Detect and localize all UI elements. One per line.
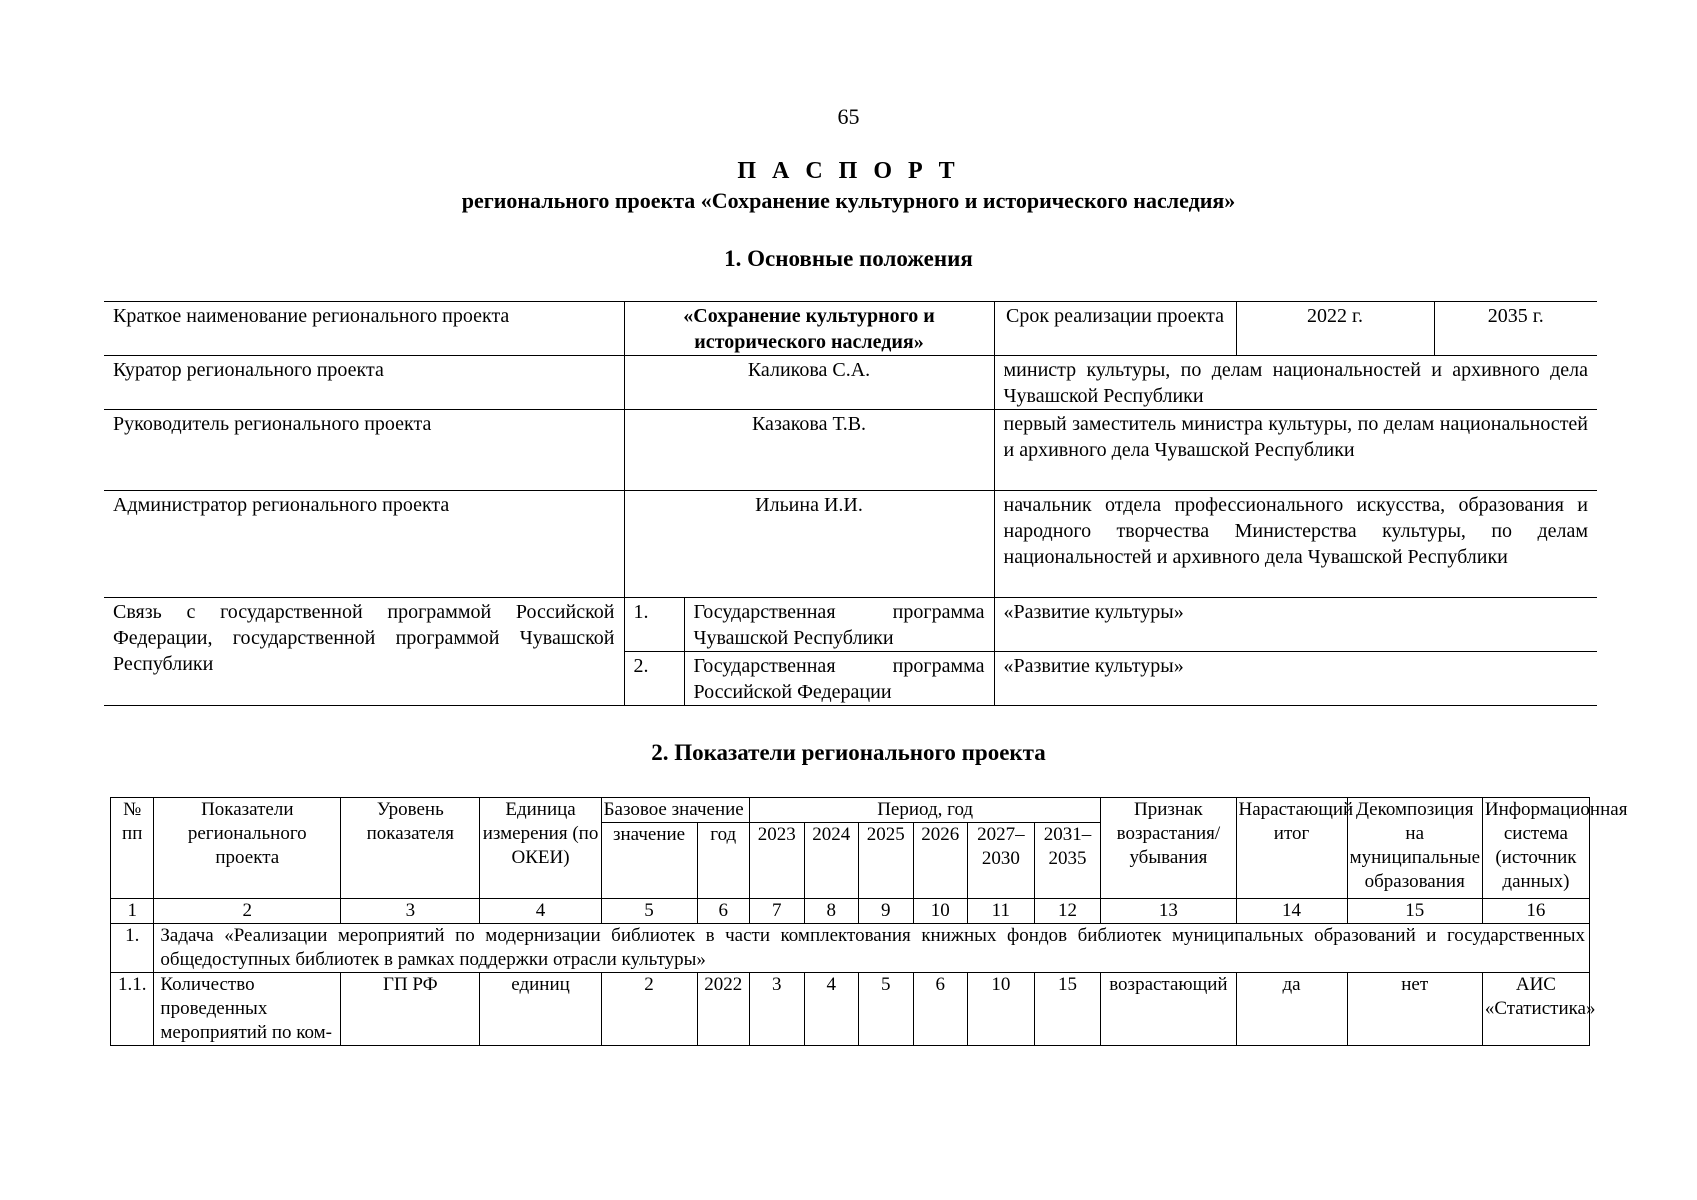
row-indicator: Количество проведенных мероприятий по ком-	[154, 973, 341, 1046]
header-year: 2025	[859, 823, 914, 899]
header-indicator: Показатели регионального проекта	[154, 798, 341, 899]
row-value: 6	[913, 973, 968, 1046]
row-value: 10	[968, 973, 1035, 1046]
header-row-1	[111, 798, 1590, 823]
admin-name: Ильина И.И.	[624, 491, 994, 598]
document-subtitle: регионального проекта «Сохранение культурного и исторического наследия»	[461, 188, 1236, 213]
header-info-system: Информационная система (источник данных)	[1482, 798, 1589, 899]
column-number: 12	[1034, 899, 1101, 924]
header-year: 2031–2035	[1034, 823, 1101, 899]
header-decomposition: Декомпозиция на муниципальные образования	[1347, 798, 1482, 899]
column-number: 8	[804, 899, 859, 924]
term-end: 2035 г.	[1434, 302, 1597, 356]
header-year: 2027–2030	[968, 823, 1035, 899]
row-trend: возрастающий	[1101, 973, 1236, 1046]
column-number: 11	[968, 899, 1035, 924]
column-number: 2	[154, 899, 341, 924]
curator-name: Каликова С.А.	[624, 356, 994, 410]
section-1-heading: 1. Основные положения	[724, 246, 973, 271]
row-level: ГП РФ	[341, 973, 480, 1046]
header-year: 2024	[804, 823, 859, 899]
short-name-row	[104, 302, 1597, 356]
table-row	[111, 973, 1590, 1046]
section-2-heading: 2. Показатели регионального проекта	[651, 740, 1046, 765]
row-num: 1.1.	[111, 973, 154, 1046]
column-number: 15	[1347, 899, 1482, 924]
row-value: 5	[859, 973, 914, 1046]
program-link-label: Связь с государственной программой Российской Федерации, государственной программой Чувашской Республики	[104, 598, 624, 706]
row-base-value: 2	[601, 973, 697, 1046]
admin-label: Администратор регионального проекта	[104, 491, 624, 598]
header-year: 2023	[750, 823, 805, 899]
column-number: 16	[1482, 899, 1589, 924]
header-base-year: год	[697, 823, 750, 899]
admin-row	[104, 491, 1597, 598]
column-number: 7	[750, 899, 805, 924]
program-num: 2.	[624, 652, 684, 706]
header-num: № пп	[111, 798, 154, 899]
task-row	[111, 924, 1590, 973]
short-name-label: Краткое наименование регионального проекта	[104, 302, 624, 356]
header-period: Период, год	[750, 798, 1101, 823]
column-number: 1	[111, 899, 154, 924]
row-info-system: АИС «Статистика»	[1482, 973, 1589, 1046]
indicators-table	[110, 797, 1628, 1046]
column-number: 9	[859, 899, 914, 924]
column-number: 5	[601, 899, 697, 924]
header-unit: Единица измерения (по ОКЕИ)	[480, 798, 601, 899]
header-year: 2026	[913, 823, 968, 899]
program-name: «Развитие культуры»	[994, 598, 1597, 652]
header-cumulative: Нарастающий итог	[1236, 798, 1347, 899]
program-type: Государственная программа Чувашской Республики	[684, 598, 994, 652]
header-base: Базовое значение	[601, 798, 749, 823]
column-numbers-row	[111, 899, 1590, 924]
task-text: Задача «Реализации мероприятий по модернизации библиотек в части комплектования книжных фондов библиотек муниципальных образований и государственных общедоступных библиотек в рамках поддержки отрасли культуры»	[154, 924, 1590, 973]
column-number: 10	[913, 899, 968, 924]
head-label: Руководитель регионального проекта	[104, 410, 624, 491]
basic-provisions-table	[104, 301, 1597, 706]
curator-label: Куратор регионального проекта	[104, 356, 624, 410]
term-start: 2022 г.	[1236, 302, 1434, 356]
program-type: Государственная программа Российской Федерации	[684, 652, 994, 706]
curator-row	[104, 356, 1597, 410]
program-num: 1.	[624, 598, 684, 652]
row-value: 4	[804, 973, 859, 1046]
task-num: 1.	[111, 924, 154, 973]
header-level: Уровень показателя	[341, 798, 480, 899]
head-name: Казакова Т.В.	[624, 410, 994, 491]
row-decomposition: нет	[1347, 973, 1482, 1046]
header-base-value: значение	[601, 823, 697, 899]
row-base-year: 2022	[697, 973, 750, 1046]
column-number: 6	[697, 899, 750, 924]
column-number: 3	[341, 899, 480, 924]
document-title: П А С П О Р Т	[737, 158, 960, 184]
row-value: 3	[750, 973, 805, 1046]
term-label: Срок реализации проекта	[994, 302, 1236, 356]
program-name: «Развитие культуры»	[994, 652, 1597, 706]
row-cumulative: да	[1236, 973, 1347, 1046]
short-name-value: «Сохранение культурного и исторического наследия»	[624, 302, 994, 356]
column-number: 4	[480, 899, 601, 924]
column-number: 14	[1236, 899, 1347, 924]
header-trend: Признак возрастания/ убывания	[1101, 798, 1236, 899]
head-position: первый заместитель министра культуры, по делам национальностей и архивного дела Чувашской Республики	[994, 410, 1597, 491]
row-value: 15	[1034, 973, 1101, 1046]
row-unit: единиц	[480, 973, 601, 1046]
head-row	[104, 410, 1597, 491]
curator-position: министр культуры, по делам национальностей и архивного дела Чувашской Республики	[994, 356, 1597, 410]
page-number: 65	[837, 104, 860, 129]
column-number: 13	[1101, 899, 1236, 924]
program-row-1	[104, 598, 1597, 652]
admin-position: начальник отдела профессионального искусства, образования и народного творчества Министерства культуры, по делам национальностей и архивного дела Чувашской Республики	[994, 491, 1597, 598]
